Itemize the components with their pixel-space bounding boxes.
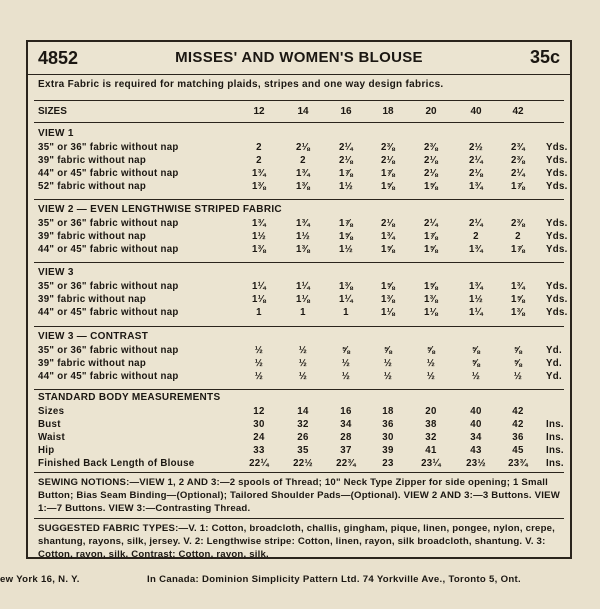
value-cell: 35 <box>297 445 309 456</box>
unit-label: Yds. <box>546 244 568 255</box>
value-cell: ½ <box>298 358 308 369</box>
value-cell: 1½ <box>338 244 354 255</box>
value-cell: 1½ <box>468 294 484 305</box>
unit-label: Yds. <box>546 231 568 242</box>
value-cell: 1⅜ <box>295 244 311 255</box>
footer-canada: In Canada: Dominion Simplicity Pattern Ltd. 74 Yorkville Ave., Toronto 5, Ont. <box>147 574 521 585</box>
divider <box>34 199 564 200</box>
size-header-cell: 20 <box>425 106 437 117</box>
table-row <box>34 371 564 384</box>
table-row <box>34 181 568 194</box>
value-cell: 1⅜ <box>251 244 267 255</box>
table-row <box>34 432 564 445</box>
value-cell: 1⅞ <box>423 231 439 242</box>
value-cell: 1¾ <box>468 281 484 292</box>
view3-section <box>34 267 568 320</box>
row-label: 35" or 36" fabric without nap <box>38 142 179 153</box>
value-cell: 1⅛ <box>423 307 439 318</box>
row-label: 39" fabric without nap <box>38 231 147 242</box>
value-cell: 1¾ <box>380 231 396 242</box>
value-cell: 2 <box>256 155 262 166</box>
value-cell: 36 <box>512 432 524 443</box>
value-cell: 42 <box>512 419 524 430</box>
value-cell: ½ <box>341 371 351 382</box>
value-cell: 1½ <box>338 181 354 192</box>
value-cell: ⅝ <box>513 345 523 356</box>
value-cell: ½ <box>426 371 436 382</box>
row-label: 44" or 45" fabric without nap <box>38 307 179 318</box>
table-row <box>34 218 568 231</box>
value-cell: 1¾ <box>468 244 484 255</box>
unit-label: Yds. <box>546 181 568 192</box>
value-cell: ½ <box>298 371 308 382</box>
suggested-fabrics: SUGGESTED FABRIC TYPES:—V. 1: Cotton, broadcloth, challis, gingham, pique, linen, pongee, nylon, crepe, shantung, rayons, silk, jersey. V. 2: Lengthwise stripe: Cotton, linen, rayon, silk broadcloth, shantung. V. 3: Cotton, rayon, silk. Contrast: Cotton, rayon, silk. <box>38 523 556 560</box>
value-cell: 1¾ <box>251 168 267 179</box>
value-cell: 22½ <box>293 458 313 469</box>
value-cell: ½ <box>298 345 308 356</box>
value-cell: 2⅜ <box>423 142 439 153</box>
value-cell: 1¼ <box>295 281 311 292</box>
row-label: 39" fabric without nap <box>38 155 147 166</box>
value-cell: 2¾ <box>510 142 526 153</box>
table-row <box>34 231 568 244</box>
unit-label: Yds. <box>546 294 568 305</box>
value-cell: 2½ <box>468 142 484 153</box>
value-cell: 40 <box>470 406 482 417</box>
row-label: 39" fabric without nap <box>38 294 147 305</box>
value-cell: 36 <box>382 419 394 430</box>
row-label: 35" or 36" fabric without nap <box>38 345 179 356</box>
section-title: VIEW 2 — EVEN LENGTHWISE STRIPED FABRIC <box>38 204 282 215</box>
value-cell: 40 <box>470 419 482 430</box>
value-cell: 2⅛ <box>468 168 484 179</box>
size-header-cell: 16 <box>340 106 352 117</box>
table-row <box>34 406 564 419</box>
value-cell: 1 <box>343 307 349 318</box>
value-cell: ½ <box>383 358 393 369</box>
value-cell: 30 <box>382 432 394 443</box>
divider <box>34 326 564 327</box>
value-cell: 30 <box>253 419 265 430</box>
value-cell: 38 <box>425 419 437 430</box>
row-label: 44" or 45" fabric without nap <box>38 371 179 382</box>
value-cell: 1¾ <box>295 218 311 229</box>
table-row <box>34 294 568 307</box>
value-cell: 1⅝ <box>380 244 396 255</box>
value-cell: ⅝ <box>341 345 351 356</box>
sewing-notions: SEWING NOTIONS:—VIEW 1, 2 AND 3:—2 spools of Thread; 10" Neck Type Zipper for side opening; 1 Small Button; Bias Seam Binding—(Optional); Tailored Shoulder Pads—(Optional). VIEW 2 AND 3:—3 Buttons. VIEW 1:—7 Buttons. VIEW 3:—Contrasting Thread. <box>38 477 560 514</box>
value-cell: 32 <box>297 419 309 430</box>
value-cell: 1¾ <box>295 168 311 179</box>
value-cell: 1⅞ <box>338 168 354 179</box>
header-bar <box>28 42 570 75</box>
value-cell: 39 <box>382 445 394 456</box>
size-header-cell: 40 <box>470 106 482 117</box>
value-cell: ½ <box>426 358 436 369</box>
row-label: 44" or 45" fabric without nap <box>38 244 179 255</box>
pattern-sheet <box>26 40 572 559</box>
value-cell: 1¼ <box>338 294 354 305</box>
value-cell: 22¾ <box>336 458 356 469</box>
value-cell: 2⅛ <box>380 155 396 166</box>
size-header-cell: 42 <box>512 106 524 117</box>
value-cell: 1½ <box>295 231 311 242</box>
value-cell: 1 <box>256 307 262 318</box>
value-cell: 28 <box>340 432 352 443</box>
unit-label: Yds. <box>546 168 568 179</box>
value-cell: 1⅛ <box>380 307 396 318</box>
value-cell: 2⅛ <box>380 218 396 229</box>
unit-label: Yd. <box>546 345 562 356</box>
value-cell: 1⅞ <box>338 218 354 229</box>
section-title: STANDARD BODY MEASUREMENTS <box>38 392 221 403</box>
value-cell: 34 <box>470 432 482 443</box>
value-cell: 1¾ <box>468 181 484 192</box>
table-row <box>34 168 568 181</box>
value-cell: 1⅜ <box>423 294 439 305</box>
value-cell: 22¼ <box>249 458 269 469</box>
table-row <box>34 419 564 432</box>
value-cell: 1¼ <box>468 307 484 318</box>
value-cell: 1⅜ <box>510 307 526 318</box>
value-cell: 1⅞ <box>510 244 526 255</box>
unit-label: Yds. <box>546 155 568 166</box>
value-cell: 1⅜ <box>380 294 396 305</box>
section-title: VIEW 1 <box>38 128 74 139</box>
unit-label: Ins. <box>546 458 564 469</box>
view2-section <box>34 204 568 257</box>
value-cell: 18 <box>382 406 394 417</box>
value-cell: 41 <box>425 445 437 456</box>
value-cell: 2⅛ <box>295 142 311 153</box>
table-row <box>34 307 568 320</box>
value-cell: 1⅞ <box>510 181 526 192</box>
value-cell: 42 <box>512 406 524 417</box>
value-cell: ⅝ <box>471 358 481 369</box>
table-row <box>34 458 564 471</box>
value-cell: 20 <box>425 406 437 417</box>
value-cell: 1¾ <box>510 281 526 292</box>
value-cell: 1½ <box>251 231 267 242</box>
value-cell: 1⅞ <box>380 168 396 179</box>
table-row <box>34 244 568 257</box>
row-label: Sizes <box>38 406 65 417</box>
value-cell: 1⅜ <box>295 181 311 192</box>
row-label: 44" or 45" fabric without nap <box>38 168 179 179</box>
value-cell: 14 <box>297 406 309 417</box>
unit-label: Ins. <box>546 445 564 456</box>
pattern-price: 35c <box>529 47 560 67</box>
value-cell: 1⅜ <box>338 281 354 292</box>
value-cell: 12 <box>253 406 265 417</box>
value-cell: 2⅜ <box>510 218 526 229</box>
value-cell: 2 <box>256 142 262 153</box>
sizes-header-row <box>34 104 564 120</box>
row-label: Hip <box>38 445 55 456</box>
value-cell: 2 <box>473 231 479 242</box>
section-title: VIEW 3 — CONTRAST <box>38 331 149 342</box>
value-cell: 43 <box>470 445 482 456</box>
row-label: 39" fabric without nap <box>38 358 147 369</box>
value-cell: 2⅛ <box>423 168 439 179</box>
table-row <box>34 445 564 458</box>
value-cell: 1¾ <box>251 218 267 229</box>
value-cell: 1⅛ <box>295 294 311 305</box>
value-cell: ⅝ <box>426 345 436 356</box>
value-cell: ½ <box>254 345 264 356</box>
value-cell: 1⅝ <box>338 231 354 242</box>
value-cell: 2 <box>300 155 306 166</box>
fabric-note: Extra Fabric is required for matching plaids, stripes and one way design fabrics. <box>38 79 444 90</box>
size-header-cell: 14 <box>297 106 309 117</box>
divider <box>34 518 564 519</box>
value-cell: 16 <box>340 406 352 417</box>
value-cell: ⅝ <box>513 358 523 369</box>
divider <box>34 389 564 390</box>
value-cell: 1⅛ <box>251 294 267 305</box>
value-cell: 2⅛ <box>338 155 354 166</box>
value-cell: 23 <box>382 458 394 469</box>
row-label: 52" fabric without nap <box>38 181 147 192</box>
row-label: 35" or 36" fabric without nap <box>38 281 179 292</box>
value-cell: 32 <box>425 432 437 443</box>
value-cell: 45 <box>512 445 524 456</box>
value-cell: ½ <box>341 358 351 369</box>
value-cell: 37 <box>340 445 352 456</box>
value-cell: ½ <box>254 358 264 369</box>
sizes-label: SIZES <box>38 106 67 117</box>
value-cell: 24 <box>253 432 265 443</box>
unit-label: Ins. <box>546 419 564 430</box>
row-label: Waist <box>38 432 65 443</box>
value-cell: 2¼ <box>510 168 526 179</box>
row-label: Bust <box>38 419 61 430</box>
value-cell: 26 <box>297 432 309 443</box>
value-cell: 2⅜ <box>510 155 526 166</box>
footer-left: ew York 16, N. Y. <box>0 574 80 585</box>
value-cell: 2¼ <box>468 155 484 166</box>
unit-label: Yds. <box>546 142 568 153</box>
unit-label: Yd. <box>546 358 562 369</box>
value-cell: 2¼ <box>423 218 439 229</box>
row-label: 35" or 36" fabric without nap <box>38 218 179 229</box>
unit-label: Yds. <box>546 307 568 318</box>
table-row <box>34 155 568 168</box>
value-cell: 23½ <box>466 458 486 469</box>
value-cell: 1⅝ <box>423 244 439 255</box>
value-cell: 1⅝ <box>423 281 439 292</box>
unit-label: Yd. <box>546 371 562 382</box>
value-cell: 1 <box>300 307 306 318</box>
size-header-cell: 18 <box>382 106 394 117</box>
row-label: Finished Back Length of Blouse <box>38 458 195 469</box>
table-row <box>34 345 564 358</box>
body-measurements-section <box>34 392 564 471</box>
view3-contrast-section <box>34 331 564 384</box>
table-row <box>34 142 568 155</box>
divider <box>34 262 564 263</box>
value-cell: 1¼ <box>251 281 267 292</box>
value-cell: ½ <box>471 371 481 382</box>
value-cell: ⅝ <box>471 345 481 356</box>
unit-label: Ins. <box>546 432 564 443</box>
table-row <box>34 358 564 371</box>
value-cell: 23¾ <box>508 458 528 469</box>
section-title: VIEW 3 <box>38 267 74 278</box>
value-cell: ½ <box>254 371 264 382</box>
value-cell: 33 <box>253 445 265 456</box>
value-cell: 2⅜ <box>380 142 396 153</box>
value-cell: 1⅝ <box>380 181 396 192</box>
value-cell: ⅝ <box>383 345 393 356</box>
pattern-number: 4852 <box>38 48 79 68</box>
unit-label: Yds. <box>546 218 568 229</box>
value-cell: 2⅛ <box>423 155 439 166</box>
value-cell: 2¼ <box>338 142 354 153</box>
value-cell: 1⅝ <box>380 281 396 292</box>
view1-section <box>34 128 568 194</box>
value-cell: 1⅝ <box>510 294 526 305</box>
value-cell: 1⅝ <box>423 181 439 192</box>
value-cell: ½ <box>513 371 523 382</box>
value-cell: 2 <box>515 231 521 242</box>
table-row <box>34 281 568 294</box>
size-header-cell: 12 <box>253 106 265 117</box>
divider <box>34 122 564 123</box>
unit-label: Yds. <box>546 281 568 292</box>
pattern-title: MISSES' AND WOMEN'S BLOUSE <box>175 49 423 66</box>
value-cell: ½ <box>383 371 393 382</box>
value-cell: 23¼ <box>421 458 441 469</box>
value-cell: 2¼ <box>468 218 484 229</box>
value-cell: 1⅜ <box>251 181 267 192</box>
divider <box>34 100 564 101</box>
value-cell: 34 <box>340 419 352 430</box>
divider <box>34 472 564 473</box>
